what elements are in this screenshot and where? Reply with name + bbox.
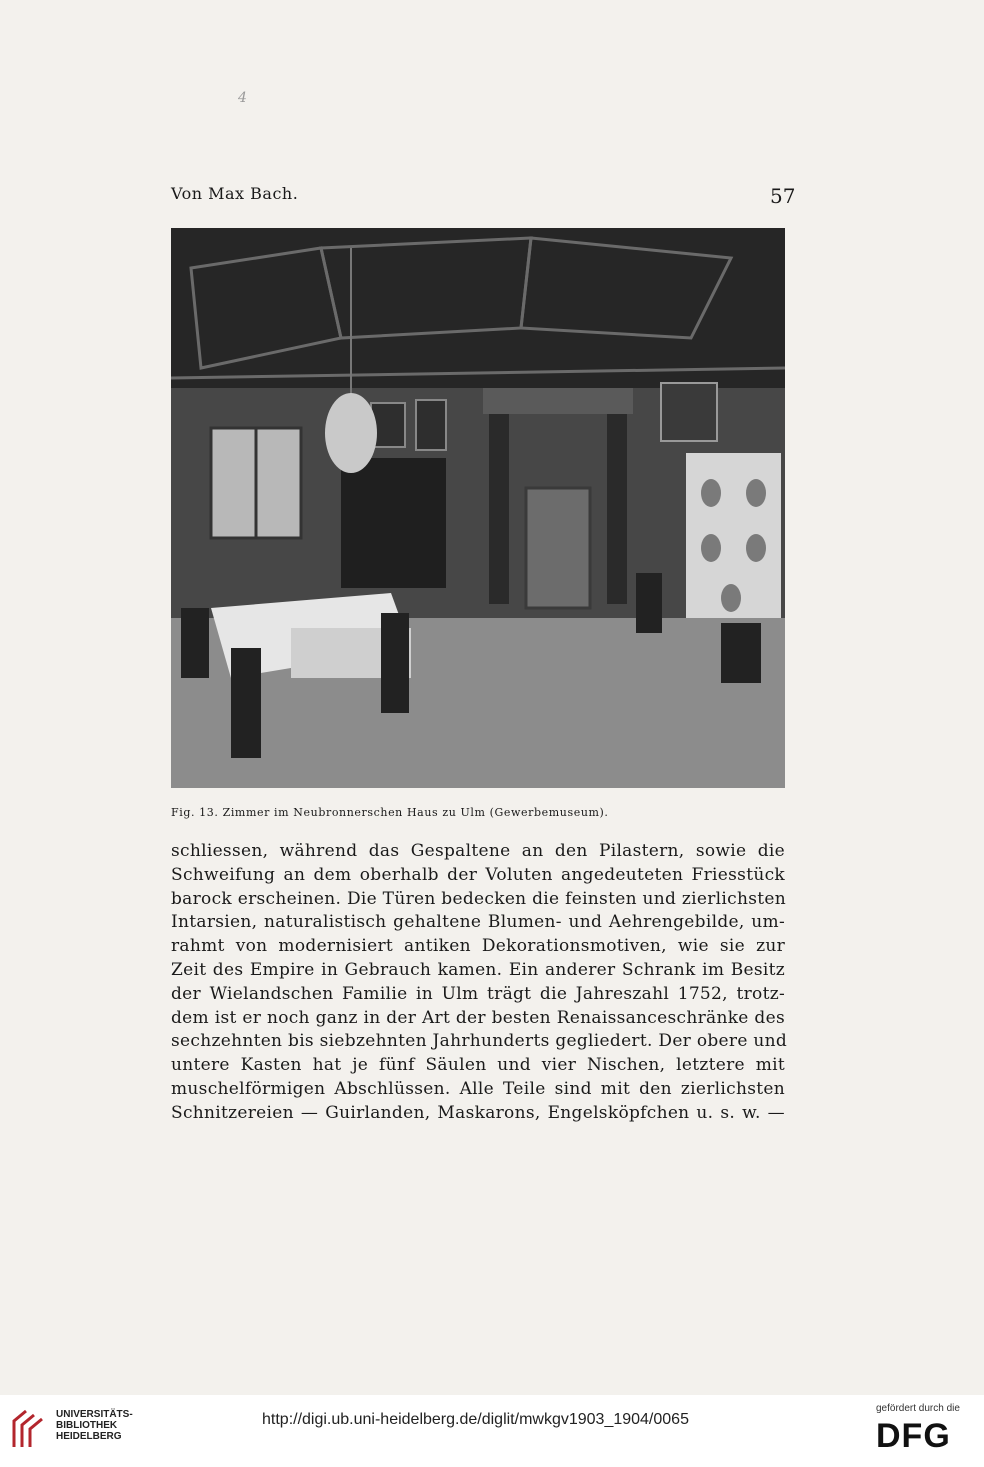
margin-mark: 4 — [238, 90, 247, 106]
text-line: barock erscheinen. Die Türen bedecken die feinsten und zierlichsten — [171, 888, 786, 909]
running-head: Von Max Bach. — [171, 184, 299, 203]
page-number: 57 — [770, 184, 796, 208]
text-line: rahmt von modernisiert antiken Dekorationsmotiven, wie sie zur — [171, 936, 785, 957]
figure-photograph — [171, 228, 785, 788]
text-line: muschelförmigen Abschlüssen. Alle Teile sind mit den zierlichsten — [171, 1078, 785, 1099]
text-line: Schnitzereien — Guirlanden, Maskarons, Engelsköpfchen u. s. w. — — [171, 1102, 785, 1123]
figure-caption: Fig. 13. Zimmer im Neubronnerschen Haus zu Ulm (Gewerbemuseum). — [171, 806, 609, 819]
room-illustration — [171, 228, 785, 788]
text-line: Zeit des Empire in Gebrauch kamen. Ein anderer Schrank im Besitz — [171, 959, 785, 980]
text-line: sechzehnten bis siebzehnten Jahrhunderts gegliedert. Der obere und — [171, 1031, 788, 1052]
viewer-footer — [0, 1395, 984, 1467]
text-line: untere Kasten hat je fünf Säulen und vier Nischen, letztere mit — [171, 1055, 785, 1076]
text-line: Intarsien, naturalistisch gehaltene Blumen- und Aehrengebilde, um- — [171, 912, 785, 933]
text-line: schliessen, während das Gespaltene an den Pilastern, sowie die — [171, 841, 785, 861]
library-logo-icon[interactable] — [10, 1407, 50, 1453]
text-line: dem ist er noch ganz in der Art der besten Renaissanceschränke des — [171, 1007, 785, 1028]
dfg-logo[interactable]: DFG — [876, 1417, 951, 1455]
text-line: Schweifung an dem oberhalb der Voluten angedeuteten Friesstück — [171, 864, 785, 885]
body-paragraph — [171, 840, 788, 1126]
funding-label: gefördert durch die — [876, 1403, 960, 1414]
text-line: der Wielandschen Familie in Ulm trägt die Jahreszahl 1752, trotz- — [171, 983, 785, 1004]
permalink-url[interactable]: http://digi.ub.uni-heidelberg.de/diglit/mwkgv1903_1904/0065 — [262, 1411, 689, 1428]
library-name[interactable]: UNIVERSITÄTS- BIBLIOTHEK HEIDELBERG — [56, 1409, 133, 1442]
